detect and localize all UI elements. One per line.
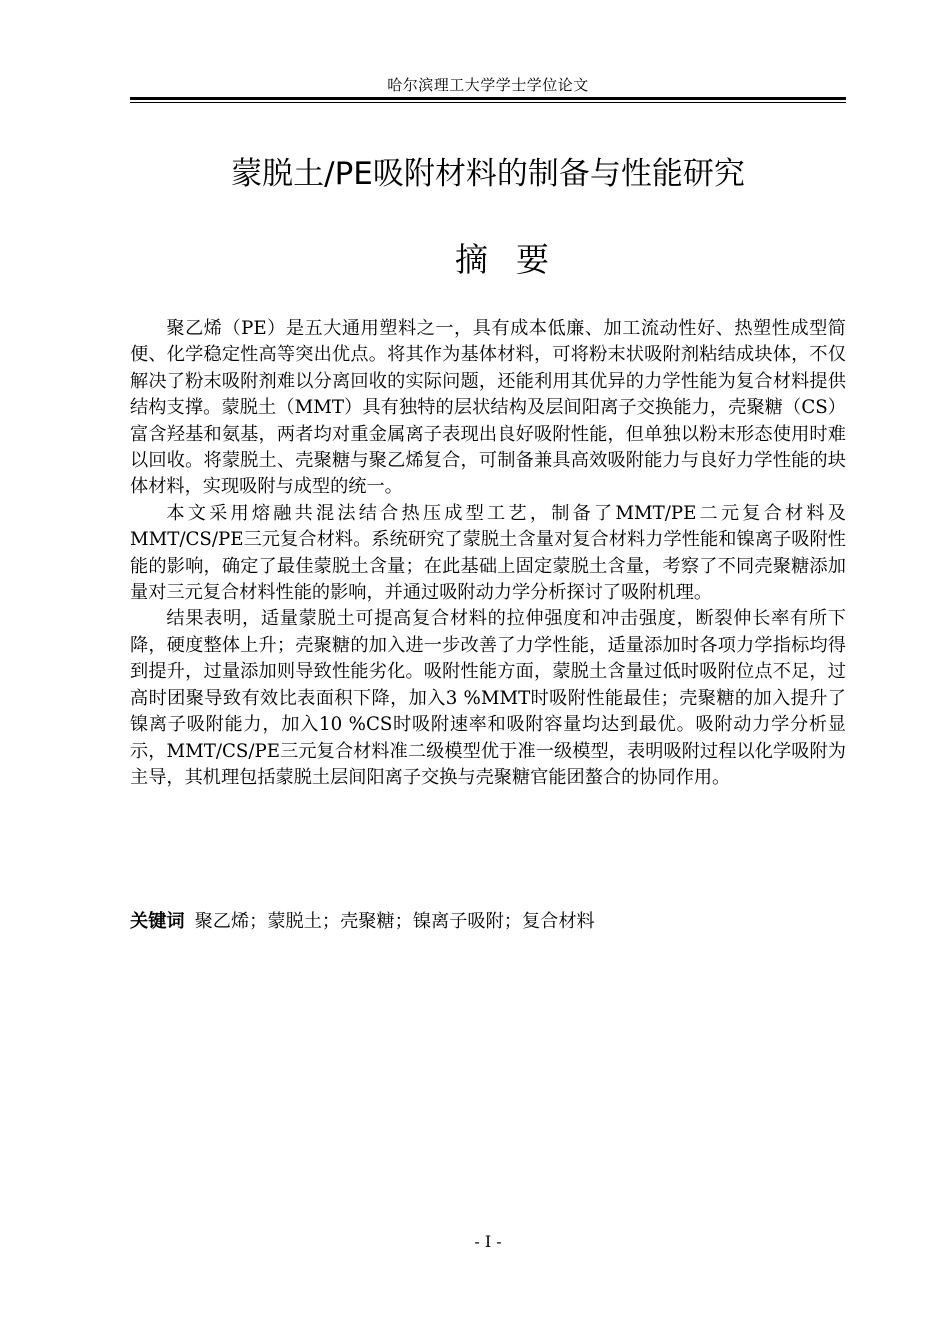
- header-rule-thick: [130, 97, 846, 100]
- keywords: [130, 909, 846, 935]
- abstract-paragraph-1: 聚乙烯（PE）是五大通用塑料之一，具有成本低廉、加工流动性好、热塑性成型简便、化学稳定性高等突出优点。将其作为基体材料，可将粉末状吸附剂粘结成块体，不仅解决了粉末吸附剂难以分离回收的实际问题，还能利用其优异的力学性能为复合材料提供结构支撑。蒙脱土（MMT）具有独特的层状结构及层间阳离子交换能力，壳聚糖（CS）富含羟基和氨基，两者均对重金属离子表现出良好吸附性能，但单独以粉末形态使用时难以回收。将蒙脱土、壳聚糖与聚乙烯复合，可制备兼具高效吸附能力与良好力学性能的块体材料，实现吸附与成型的统一。: [130, 318, 846, 498]
- abstract-body: [130, 316, 846, 791]
- header-rule-thin: [130, 102, 846, 103]
- abstract-heading: 摘要: [455, 240, 577, 279]
- abstract-paragraph-2: 本文采用熔融共混法结合热压成型工艺，制备了MMT/PE二元复合材料及MMT/CS/PE三元复合材料。系统研究了蒙脱土含量对复合材料力学性能和镍离子吸附性能的影响，确定了最佳蒙脱土含量；在此基础上固定蒙脱土含量，考察了不同壳聚糖添加量对三元复合材料性能的影响，并通过吸附动力学分析探讨了吸附机理。: [130, 502, 846, 604]
- running-header: 哈尔滨理工大学学士学位论文: [387, 76, 589, 94]
- paper-title: 蒙脱土/PE吸附材料的制备与性能研究: [231, 156, 745, 192]
- keywords-text: 聚乙烯；蒙脱土；壳聚糖；镍离子吸附；复合材料: [194, 911, 595, 932]
- abstract-paragraph-3: 结果表明，适量蒙脱土可提高复合材料的拉伸强度和冲击强度，断裂伸长率有所下降，硬度整体上升；壳聚糖的加入进一步改善了力学性能，适量添加时各项力学指标均得到提升，过量添加则导致性能劣化。吸附性能方面，蒙脱土含量过低时吸附位点不足，过高时团聚导致有效比表面积下降，加入3 %MMT时吸附性能最佳；壳聚糖的加入提升了镍离子吸附能力，加入10 %CS时吸附速率和吸附容量均达到最优。吸附动力学分析显示，MMT/CS/PE三元复合材料准二级模型优于准一级模型，表明吸附过程以化学吸附为主导，其机理包括蒙脱土层间阳离子交换与壳聚糖官能团螯合的协同作用。: [130, 608, 846, 788]
- page-number: - I -: [474, 1232, 502, 1251]
- keywords-label: 关键词: [130, 911, 185, 932]
